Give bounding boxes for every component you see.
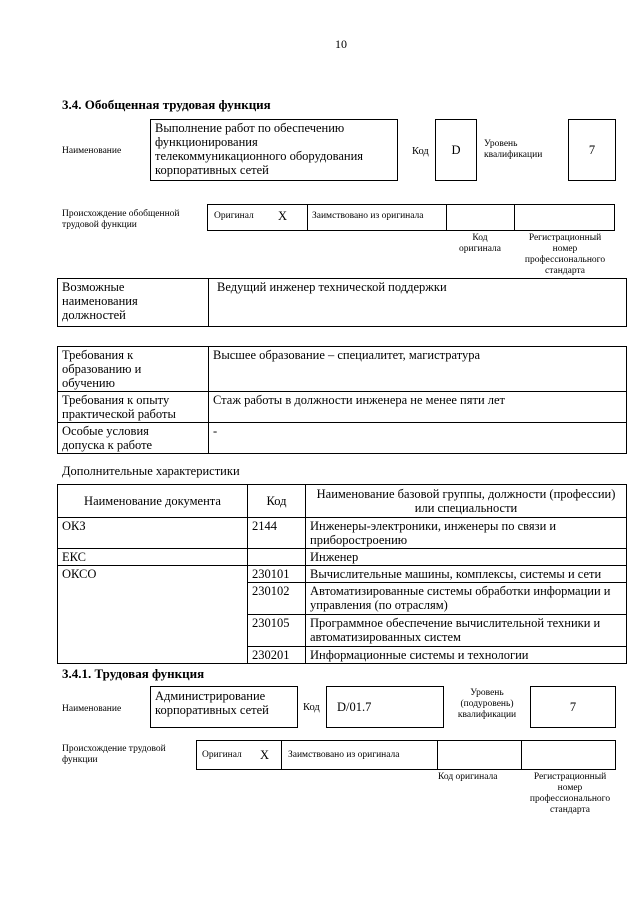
name-value-line: телекоммуникационного оборудования [155, 149, 364, 163]
label-line: обучению [62, 376, 115, 390]
caption-line: профессионального [524, 255, 606, 265]
row-code: 230201 [248, 647, 306, 664]
original-mark-2: X [260, 748, 270, 762]
origin-label [62, 209, 180, 231]
row-doc: ОКСО [58, 566, 248, 664]
row-name: Программное обеспечение вычислительной техники и автоматизированных систем [306, 615, 627, 647]
row-code: 230102 [248, 583, 306, 615]
section-title: 3.4. Обобщенная трудовая функция [62, 97, 271, 112]
caption-line: оригинала [459, 244, 501, 254]
label-line: практической работы [62, 407, 176, 421]
row-name: Инженеры-электроники, инженеры по связи и приборостроению [306, 518, 627, 549]
reg-caption [515, 233, 615, 277]
borrowed-label-2: Заимствовано из оригинала [288, 750, 400, 760]
req-value-special: - [209, 423, 627, 454]
req-label-experience [58, 392, 209, 423]
label-line: Требования к опыту [62, 393, 170, 407]
row-code: 230101 [248, 566, 306, 583]
code-value-box-2: D/01.7 [326, 686, 444, 728]
req-label-education [58, 347, 209, 392]
row-doc: ОКЗ [58, 518, 248, 549]
origin-label-line: трудовой функции [62, 220, 137, 230]
additional-title: Дополнительные характеристики [62, 464, 240, 478]
name-value-line: Выполнение работ по обеспечению [155, 121, 345, 135]
label-line: допуска к работе [62, 438, 153, 452]
name-value-line: корпоративных сетей [155, 703, 269, 717]
label-line: Требования к [62, 348, 134, 362]
row-code: 230105 [248, 615, 306, 647]
caption-line: профессионального [529, 794, 611, 804]
page-number: 10 [335, 37, 347, 51]
borrowed-label: Заимствовано из оригинала [312, 211, 424, 221]
row-name: Информационные системы и технологии [306, 647, 627, 664]
additional-table [57, 484, 627, 664]
code-label: Код [412, 146, 429, 157]
row-doc: ЕКС [58, 549, 248, 566]
name-value-box [150, 119, 398, 181]
code-label-2: Код [303, 702, 320, 713]
origin-label-line: функции [62, 755, 98, 765]
caption-line: стандарта [550, 805, 590, 815]
req-label-special [58, 423, 209, 454]
positions-table [57, 278, 627, 327]
label-line: должностей [62, 308, 126, 322]
subsection-title: 3.4.1. Трудовая функция [62, 666, 205, 681]
req-value-education: Высшее образование – специалитет, магистратура [209, 347, 627, 392]
caption-line: номер [557, 783, 583, 793]
origin-row-2 [196, 740, 616, 770]
name-value-box-2 [150, 686, 298, 728]
original-label: Оригинал [214, 211, 254, 221]
level-label-line: Уровень [484, 139, 518, 149]
code-value-box: D [435, 119, 477, 181]
header-name: Наименование базовой группы, должности (профессии) или специальности [306, 485, 627, 518]
requirements-table [57, 346, 627, 454]
caption-line: Код [472, 233, 488, 243]
orig-code-caption-2: Код оригинала [438, 772, 498, 782]
name-value-line: функционирования [155, 135, 258, 149]
row-code: 2144 [248, 518, 306, 549]
name-label-2: Наименование [62, 704, 122, 714]
origin-label-line: Происхождение трудовой [62, 744, 166, 754]
level-label-line: квалификации [457, 710, 517, 720]
row-name: Автоматизированные системы обработки информации и управления (по отраслям) [306, 583, 627, 615]
header-doc: Наименование документа [58, 485, 248, 518]
row-name: Инженер [306, 549, 627, 566]
orig-code-caption [450, 233, 510, 255]
label-line: Возможные [62, 280, 125, 294]
caption-line: номер [552, 244, 578, 254]
positions-label [58, 279, 209, 327]
original-label-2: Оригинал [202, 750, 242, 760]
positions-value: Ведущий инженер технической поддержки [209, 279, 627, 327]
caption-line: Регистрационный [533, 772, 607, 782]
row-name: Вычислительные машины, комплексы, системы и сети [306, 566, 627, 583]
original-mark: X [278, 209, 288, 223]
origin-label-line: Происхождение обобщенной [62, 209, 180, 219]
label-line: образованию и [62, 362, 142, 376]
label-line: Особые условия [62, 424, 149, 438]
label-line: наименования [62, 294, 138, 308]
level-label-line: Уровень [470, 688, 504, 698]
origin-label-2 [62, 744, 166, 766]
level-label [484, 139, 542, 161]
level-label-2 [452, 688, 522, 721]
name-value-line: Администрирование [155, 689, 266, 703]
level-label-line: (подуровень) [460, 699, 514, 709]
header-code: Код [248, 485, 306, 518]
req-value-experience: Стаж работы в должности инженера не менее пяти лет [209, 392, 627, 423]
level-value-box: 7 [568, 119, 616, 181]
reg-caption-2 [520, 772, 620, 816]
name-label: Наименование [62, 146, 122, 156]
row-code [248, 549, 306, 566]
level-value-box-2: 7 [530, 686, 616, 728]
caption-line: стандарта [545, 266, 585, 276]
caption-line: Регистрационный [528, 233, 602, 243]
level-label-line: квалификации [484, 150, 543, 160]
name-value-line: корпоративных сетей [155, 163, 269, 177]
